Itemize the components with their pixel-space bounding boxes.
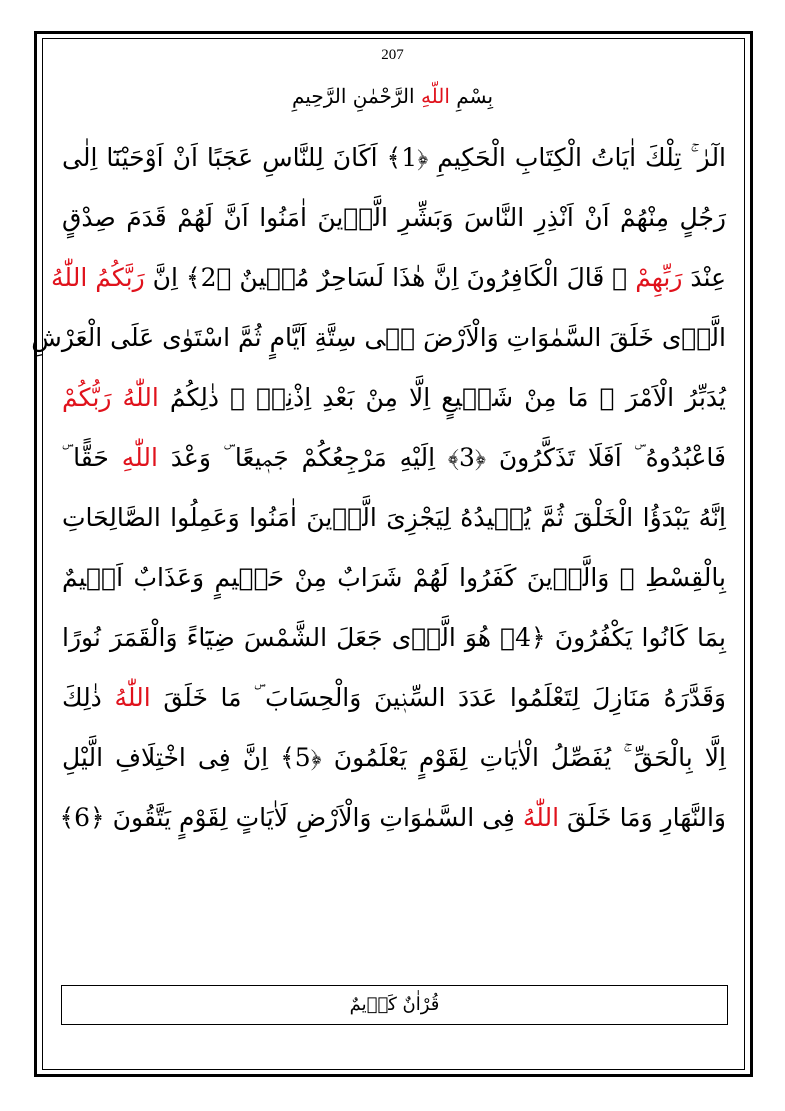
verse-line xyxy=(51,248,726,308)
verse-segment: الٓرٰ ۚ تِلْكَ اٰيَاتُ الْكِتَابِ الْحَكِيمِ ﴿1﴾ اَكَانَ لِلنَّاسِ عَجَبًا اَنْ اَوْحَيْنَٓا اِلٰى xyxy=(62,143,727,172)
verse-segment: وَقَدَّرَهُ مَنَازِلَ لِتَعْلَمُوا عَدَدَ السِّنٖينَ وَالْحِسَابَ ۜ مَا خَلَقَ xyxy=(150,683,726,712)
verse-line xyxy=(31,308,726,368)
footer-label: قُرْاٰنٌ كَرٖيمٌ xyxy=(349,994,440,1015)
verse-line xyxy=(62,488,726,548)
verse-segment: رَجُلٍ مِنْهُمْ اَنْ اَنْذِرِ النَّاسَ وَبَشِّرِ الَّذٖينَ اٰمَنُوا اَنَّ لَهُمْ قَدَمَ صِدْقٍ xyxy=(62,203,726,232)
verse-line xyxy=(62,368,726,428)
verse-segment: يُدَبِّرُ الْاَمْرَ ۜ مَا مِنْ شَفٖيعٍ اِلَّا مِنْ بَعْدِ اِذْنِهٖ ۜ ذٰلِكُمُ xyxy=(158,383,726,412)
verse-segment: عِنْدَ xyxy=(682,263,726,292)
basmala-end: الرَّحْمٰنِ الرَّحِيمِ xyxy=(291,84,421,108)
basmala-divine-name: اللّهِ xyxy=(420,84,450,108)
highlighted-word: رَبِّهِمْ xyxy=(635,263,683,292)
verse-segment: بِمَا كَانُوا يَكْفُرُونَ ﴿4﴾ هُوَ الَّذٖى جَعَلَ الشَّمْسَ ضِيَٓاءً وَالْقَمَرَ نُورًا xyxy=(62,623,726,652)
verse-segment: حَقًّا ۜ xyxy=(62,443,122,472)
footer-box xyxy=(61,985,728,1025)
verse-segment: اِلَّا بِالْحَقِّ ۚ يُفَصِّلُ الْاٰيَاتِ لِقَوْمٍ يَعْلَمُونَ ﴿5﴾ اِنَّ فِى اخْتِلَافِ الَّيْلِ xyxy=(62,743,726,772)
highlighted-word: اللّٰهُ xyxy=(522,803,560,832)
verse-segment: بِالْقِسْطِ ۜ وَالَّذٖينَ كَفَرُوا لَهُمْ شَرَابٌ مِنْ حَمٖيمٍ وَعَذَابٌ اَلٖيمٌ xyxy=(62,563,726,592)
verse-line xyxy=(62,548,726,608)
page-number: 207 xyxy=(381,47,404,63)
highlighted-word: رَبَّكُمُ اللّٰهُ xyxy=(51,263,145,292)
verse-line xyxy=(59,788,726,848)
verse-segment: فِى السَّمٰوَاتِ وَالْاَرْضِ لَاٰيَاتٍ لِقَوْمٍ يَتَّقُونَ ﴿6﴾ xyxy=(59,803,523,832)
verse-segment: الَّذٖى خَلَقَ السَّمٰوَاتِ وَالْاَرْضَ فٖى سِتَّةِ اَيَّامٍ ثُمَّ اسْتَوٰى عَلَى الْعَرْشِ xyxy=(31,323,726,352)
verse-segment: ذٰلِكَ xyxy=(62,683,115,712)
verse-line xyxy=(62,128,726,188)
verse-text-block xyxy=(31,128,727,848)
highlighted-word: اللّٰهُ xyxy=(114,683,151,712)
verse-line xyxy=(62,188,726,248)
verse-line xyxy=(62,668,726,728)
verse-segment: اِنَّهُ يَبْدَؤُا الْخَلْقَ ثُمَّ يُعٖيدُهُ لِيَجْزِىَ الَّذٖينَ اٰمَنُوا وَعَمِلُوا الصَّالِحَاتِ xyxy=(62,503,726,532)
highlighted-word: اللّٰهِ xyxy=(121,443,158,472)
verse-line xyxy=(62,428,726,488)
basmala xyxy=(0,84,785,108)
verse-segment: ۜ قَالَ الْكَافِرُونَ اِنَّ هٰذَا لَسَاحِرٌ مُبٖينٌ ﴿2﴾ اِنَّ xyxy=(144,263,636,292)
verse-line xyxy=(62,608,726,668)
verse-line xyxy=(62,728,726,788)
verse-segment: وَالنَّهَارِ وَمَا خَلَقَ xyxy=(559,803,726,832)
highlighted-word: اللّٰهُ رَبُّكُمْ xyxy=(62,383,159,412)
verse-segment: فَاعْبُدُوهُ ۜ اَفَلَا تَذَكَّرُونَ ﴿3﴾ اِلَيْهِ مَرْجِعُكُمْ جَمٖيعًا ۜ وَعْدَ xyxy=(157,443,726,472)
basmala-start: بِسْمِ xyxy=(449,84,494,108)
